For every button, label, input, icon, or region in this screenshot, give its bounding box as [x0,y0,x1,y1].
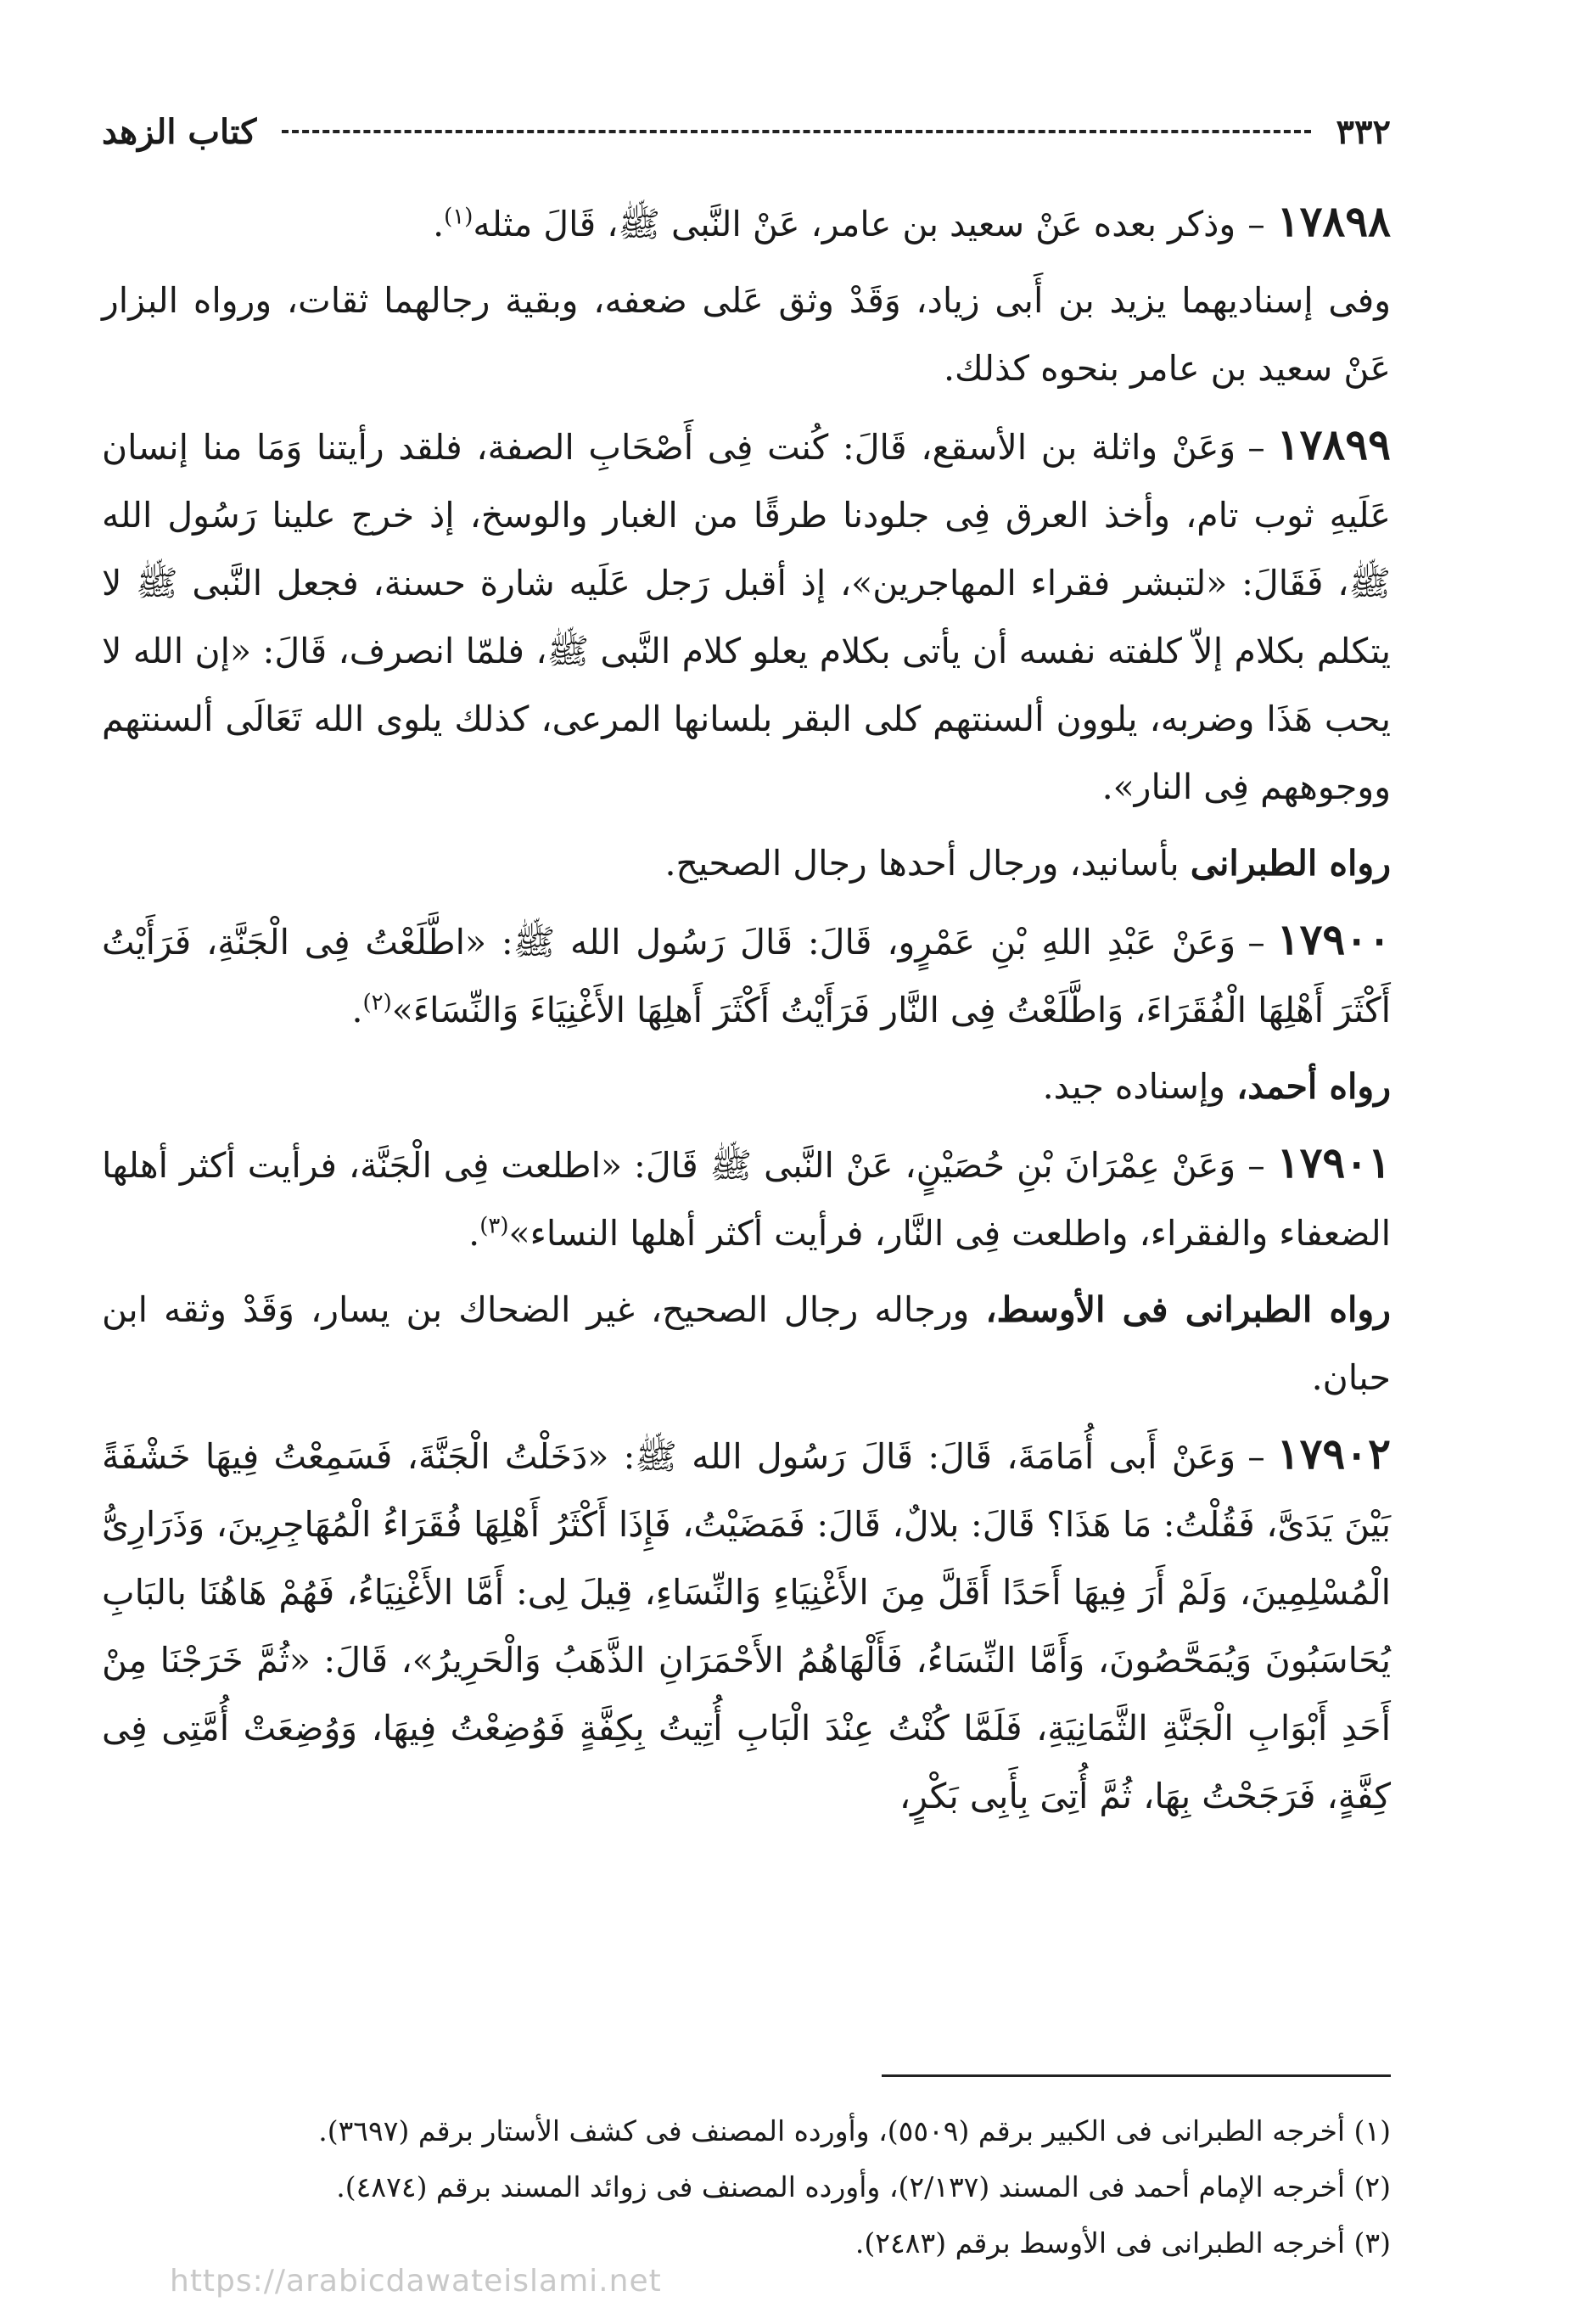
footnote-1: (١) أخرجه الطبرانى فى الكبير برقم (٥٥٠٩)، وأورده المصنف فى كشف الأستار برقم (٣٦٩٧). [318,2114,1391,2147]
entry-text: وذكر بعده عَنْ سعيد بن عامر، عَنْ النَّبى ﷺ، قَالَ مثله [473,204,1236,244]
entry-tail: . [433,204,445,244]
commentary-text: ورجاله رجال الصحيح، غير الضحاك بن يسار، وَقَدْ وثقه ابن حبان. [102,1289,1391,1398]
entry-17901 [102,1129,1391,1267]
commentary-paragraph [102,829,1391,897]
watermark-url: https://arabicdawateislami.net [170,2264,662,2299]
footnotes [102,2103,1391,2271]
book-title: كتاب الزهد [102,111,257,152]
entry-17902 [102,1420,1391,1830]
entry-number: ١٧٨٩٩ [1276,419,1391,469]
entry-text: وَعَنْ عِمْرَانَ بْنِ حُصَيْنٍ، عَنْ النَّبى ﷺ قَالَ: «اطلعت فِى الْجَنَّة، فرأيت أكثر أهلها الضعفاء والفقراء، واطلعت فِى النَّار، فرأيت أكثر أهلها النساء» [102,1145,1391,1254]
commentary-paragraph [102,1053,1391,1120]
entry-number: ١٧٩٠٢ [1276,1429,1391,1479]
footnote-separator [882,2074,1391,2077]
entry-number: ١٧٩٠١ [1276,1137,1391,1187]
narrator-label: رواه الطبرانى فى الأوسط، [985,1289,1391,1330]
page-number: ٣٣٢ [1336,111,1391,152]
commentary-text: بأسانيد، ورجال أحدها رجال الصحيح. [664,843,1180,884]
entry-17899 [102,411,1391,821]
header-rule [282,130,1310,133]
entry-17900 [102,906,1391,1044]
footnote-3: (٣) أخرجه الطبرانى فى الأوسط برقم (٢٤٨٣). [855,2226,1391,2259]
footnote-ref: (١) [444,204,474,230]
entry-dash: – [1247,204,1265,244]
body-text [102,188,1391,1830]
narrator-label: رواه الطبرانى [1190,843,1391,884]
entry-tail: . [351,990,363,1030]
entry-dash: – [1247,922,1265,963]
entry-17898 [102,188,1391,258]
entry-text: وَعَنْ أَبى أُمَامَةَ، قَالَ: قَالَ رَسُول الله ﷺ: «دَخَلْتُ الْجَنَّةَ، فَسَمِعْتُ فِيهَا خَشْفَةً بَيْنَ يَدَىَّ، فَقُلْتُ: مَا هَذَا؟ قَالَ: بلالٌ، قَالَ: فَمَضَيْتُ، فَإِذَا أَكْثَرُ أَهْلِهَا فُقَرَاءُ الْمُهَاجِرِينَ، وَذَرَارِىُّ الْمُسْلِمِينَ، وَلَمْ أَرَ فِيهَا أَحَدًا أَقَلَّ مِنَ الأَغْنِيَاءِ وَالنِّسَاءِ، قِيلَ لِى: أَمَّا الأَغْنِيَاءُ، فَهُمْ هَاهُنَا بالبَابِ يُحَاسَبُونَ وَيُمَحَّصُونَ، وَأَمَّا النِّسَاءُ، فَأَلْهَاهُمُ الأَحْمَرَانِ الذَّهَبُ وَالْحَرِيرُ»، قَالَ: «ثُمَّ خَرَجْنَا مِنْ أَحَدِ أَبْوَابِ الْجَنَّةِ الثَّمَانِيَةِ، فَلَمَّا كُنْتُ عِنْدَ الْبَابِ أُتِيتُ بِكِفَّةٍ فَوُضِعْتُ فِيهَا، وَوُضِعَتْ أُمَّتِى فِى كِفَّةٍ، فَرَجَحْتُ بِهَا، ثُمَّ أُتِىَ بِأَبِى بَكْرٍ، [102,1436,1391,1816]
commentary-text: وإسناده جيد. [1042,1066,1226,1107]
entry-number: ١٧٩٠٠ [1276,914,1391,964]
entry-tail: . [468,1213,480,1254]
entry-text: وَعَنْ واثلة بن الأسقع، قَالَ: كُنت فِى أَصْحَابِ الصفة، فلقد رأيتنا وَمَا منا إنسان عَلَيهِ ثوب تام، وأخذ العرق فِى جلودنا طرقًا من الغبار والوسخ، إذ خرج علينا رَسُول الله ﷺ، فَقَالَ: «لتبشر فقراء المهاجرين»، إذ أقبل رَجل عَلَيه شارة حسنة، فجعل النَّبى ﷺ لا يتكلم بكلام إلاّ كلفته نفسه أن يأتى بكلام يعلو كلام النَّبى ﷺ، فلمّا انصرف، قَالَ: «إن الله لا يحب هَذَا وضربه، يلوون ألسنتهم كلى البقر بلسانها المرعى، كذلك يلوى الله تَعَالَى ألسنتهم ووجوههم فِى النار». [102,427,1391,807]
entry-text: وَعَنْ عَبْدِ اللهِ بْنِ عَمْرٍو، قَالَ: قَالَ رَسُول الله ﷺ: «اطَّلَعْتُ فِى الْجَنَّةِ، فَرَأَيْتُ أَكْثَرَ أَهْلِهَا الْفُقَرَاءَ، وَاطَّلَعْتُ فِى النَّار فَرَأَيْتُ أَكْثَرَ أَهلِهَا الأَغْنِيَاءَ وَالنِّسَاءَ» [102,922,1391,1030]
entry-dash: – [1247,1145,1265,1186]
commentary-paragraph [102,1276,1391,1412]
commentary-paragraph [102,267,1391,402]
footnote-ref: (٣) [479,1213,509,1239]
commentary-text: وفى إسناديهما يزيد بن أَبى زياد، وَقَدْ وثق عَلى ضعفه، وبقية رجالهما ثقات، ورواه البزار عَنْ سعيد بن عامر بنحوه كذلك. [102,280,1391,389]
entry-dash: – [1247,1436,1265,1477]
page-header [102,98,1391,166]
narrator-label: رواه أحمد، [1236,1066,1391,1107]
entry-number: ١٧٨٩٨ [1276,196,1391,246]
entry-dash: – [1247,427,1265,468]
footnote-ref: (٢) [362,990,392,1016]
footnote-2: (٢) أخرجه الإمام أحمد فى المسند (٢/١٣٧)، وأورده المصنف فى زوائد المسند برقم (٤٨٧٤). [336,2170,1391,2203]
